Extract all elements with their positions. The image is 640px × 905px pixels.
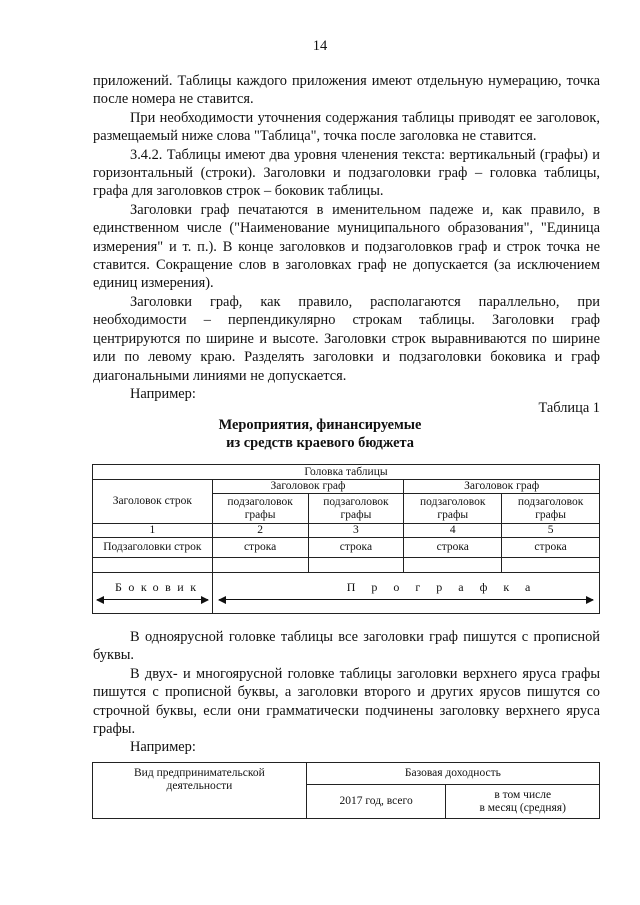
column-group-header: Базовая доходность xyxy=(306,763,599,785)
column-number: 3 xyxy=(308,524,404,538)
table-title-line: Мероприятия, финансируемые xyxy=(218,417,422,433)
table-cell-empty xyxy=(93,558,213,573)
paragraph: Например: xyxy=(130,739,196,756)
example-table-2 xyxy=(92,762,600,819)
stub-arrow xyxy=(97,599,208,600)
column-subheader xyxy=(446,785,600,819)
arrow-left-icon xyxy=(218,596,226,604)
table-cell: строка xyxy=(404,538,502,558)
column-subheader: подзаголовок графы xyxy=(502,494,600,524)
table-cell-empty xyxy=(502,558,600,573)
column-subheader: подзаголовок графы xyxy=(212,494,308,524)
table-cell-empty xyxy=(212,558,308,573)
column-subheader: 2017 год, всего xyxy=(306,785,446,819)
paragraph: Заголовки граф печатаются в именительном падеже и, как правило, в единственном числе ("Наименование муниципального образования", "Единица измерения" и т. п.). В конце заголовков и подзаголовков граф и строк точка не ставится. Сокращение слов в заголовках граф не допускается (за исключением единиц измерения). xyxy=(93,201,600,292)
column-number: 2 xyxy=(212,524,308,538)
body-text-top xyxy=(93,72,600,403)
body-label: Прографка xyxy=(346,580,547,594)
column-subheader-line: в том числе xyxy=(494,788,552,801)
table-cell: Подзаголовки строк xyxy=(93,538,213,558)
column-number: 1 xyxy=(93,524,213,538)
column-number: 5 xyxy=(502,524,600,538)
paragraph: В двух- и многоярусной головке таблицы заголовки верхнего яруса графы пишутся с прописной буквы, а заголовки второго и других ярусов пишутся со строчной буквы, если они грамматически подчинены заголовку верхнего яруса графы. xyxy=(93,665,600,738)
table-title xyxy=(0,416,640,453)
column-number: 4 xyxy=(404,524,502,538)
stub-cell xyxy=(93,573,213,614)
arrow-right-icon xyxy=(201,596,209,604)
table-cell: строка xyxy=(502,538,600,558)
body-arrow xyxy=(219,599,593,600)
paragraph: В одноярусной головке таблицы все заголовки граф пишутся с прописной буквы. xyxy=(93,629,600,664)
column-subheader-line: в месяц (средняя) xyxy=(479,801,566,814)
column-group-header: Заголовок граф xyxy=(404,480,600,494)
body-cell xyxy=(212,573,599,614)
body-text-bottom xyxy=(93,628,600,757)
paragraph: При необходимости уточнения содержания таблицы приводят ее заголовок, размещаемый ниже слова "Таблица", точка после заголовка не ставится. xyxy=(93,109,600,145)
paragraph: приложений. Таблицы каждого приложения имеют отдельную нумерацию, точка после номера не ставится. xyxy=(93,73,600,108)
table-head-label: Головка таблицы xyxy=(93,465,600,480)
arrow-right-icon xyxy=(586,596,594,604)
stub-label: Боковик xyxy=(115,580,203,594)
table-title-line: из средств краевого бюджета xyxy=(226,435,414,452)
row-header: Заголовок строк xyxy=(93,480,213,524)
table-cell: строка xyxy=(308,538,404,558)
table-cell: строка xyxy=(212,538,308,558)
arrow-left-icon xyxy=(96,596,104,604)
table-cell-empty xyxy=(404,558,502,573)
column-subheader: подзаголовок графы xyxy=(308,494,404,524)
column-header: Вид предпринимательской деятельности xyxy=(93,763,307,819)
column-group-header: Заголовок граф xyxy=(212,480,404,494)
table-caption: Таблица 1 xyxy=(538,400,600,416)
paragraph: 3.4.2. Таблицы имеют два уровня членения текста: вертикальный (графы) и горизонтальный (строки). Заголовки и подзаголовки граф – головка таблицы, графа для заголовков строк – боковик таблицы. xyxy=(93,146,600,200)
column-subheader: подзаголовок графы xyxy=(404,494,502,524)
table-cell-empty xyxy=(308,558,404,573)
example-table-1 xyxy=(92,464,600,614)
paragraph: Заголовки граф, как правило, располагаются параллельно, при необходимости – перпендикулярно строкам таблицы. Заголовки граф центрируются по ширине и высоте. Заголовки строк выравниваются по ширине или по левому краю. Разделять заголовки и подзаголовки боковика и граф диагональными линиями не допускается. xyxy=(93,293,600,384)
paragraph: Например: xyxy=(130,385,196,402)
page-number: 14 xyxy=(312,38,328,54)
